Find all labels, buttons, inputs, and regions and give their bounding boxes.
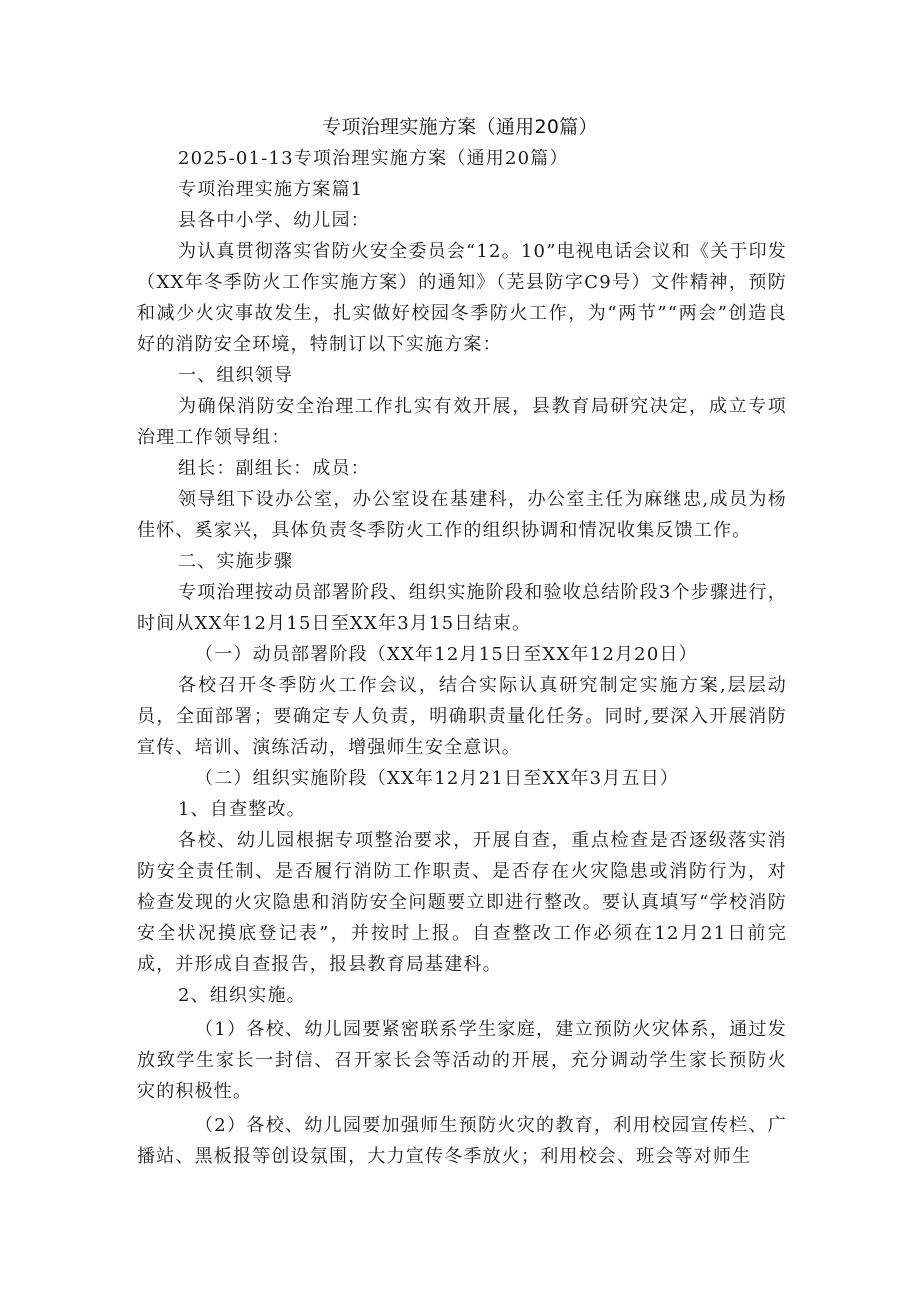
paragraph-addressee: 县各中小学、幼儿园： — [178, 210, 370, 231]
paragraph-section-heading: 专项治理实施方案篇1 — [178, 179, 364, 200]
paragraph-steps: 专项治理按动员部署阶段、组织实施阶段和验收总结阶段3个步骤进行，时间从XX年12月15日至XX年3月15日结束。 — [137, 582, 787, 634]
paragraph-item-2: （2）各校、幼儿园要加强师生预防火灾的教育，利用校园宣传栏、广播站、黑板报等创设氛围，大力宣传冬季放火；利用校会、班会等对师生 — [137, 1115, 787, 1167]
paragraph-stage-two: （二）组织实施阶段（XX年12月21日至XX年3月五日） — [195, 768, 680, 789]
paragraph-heading-steps: 二、实施步骤 — [178, 551, 294, 572]
paragraph-self-check: 1、自查整改。 — [178, 799, 306, 820]
document-body — [137, 143, 787, 1172]
paragraph-heading-leadership: 一、组织领导 — [178, 365, 294, 386]
paragraph-item-1: （1）各校、幼儿园要紧密联系学生家庭，建立预防火灾体系，通过发放致学生家长一封信、召开家长会等活动的开展，充分调动学生家长预防火灾的积极性。 — [137, 1019, 787, 1102]
paragraph-members: 组长：副组长：成员： — [178, 458, 370, 479]
paragraph-stage-one: （一）动员部署阶段（XX年12月15日至XX年12月20日） — [195, 644, 698, 665]
paragraph-office: 领导组下设办公室，办公室设在基建科，办公室主任为麻继忠,成员为杨佳怀、奚家兴，具体负责冬季防火工作的组织协调和情况收集反馈工作。 — [137, 489, 787, 541]
paragraph-leadership: 为确保消防安全治理工作扎实有效开展，县教育局研究决定，成立专项治理工作领导组： — [137, 396, 787, 448]
paragraph-self-check-body: 各校、幼儿园根据专项整治要求，开展自查，重点检查是否逐级落实消防安全责任制、是否履行消防工作职责、是否存在火灾隐患或消防行为，对检查发现的火灾隐患和消防安全问题要立即进行整改。要认真填写“学校消防安全状况摸底登记表”，并按时上报。自查整改工作必须在12月21日前完成，并形成自查报告，报县教育局基建科。 — [137, 830, 787, 975]
document-title: 专项治理实施方案（通用20篇） — [322, 116, 598, 138]
paragraph-date-heading: 2025-01-13专项治理实施方案（通用20篇） — [178, 148, 569, 169]
paragraph-implementation: 2、组织实施。 — [178, 985, 306, 1006]
paragraph-intro: 为认真贯彻落实省防火安全委员会“12。10”电视电话会议和《关于印发（XX年冬季防火工作实施方案）的通知》（芜县防字C9号）文件精神，预防和减少火灾事故发生，扎实做好校园冬季防火工作，为“两节”“两会”创造良好的消防安全环境，特制订以下实施方案： — [137, 241, 788, 355]
paragraph-stage-one-body: 各校召开冬季防火工作会议，结合实际认真研究制定实施方案,层层动员，全面部署；要确定专人负责，明确职责量化任务。同时,要深入开展消防宣传、培训、演练活动，增强师生安全意识。 — [137, 675, 787, 758]
